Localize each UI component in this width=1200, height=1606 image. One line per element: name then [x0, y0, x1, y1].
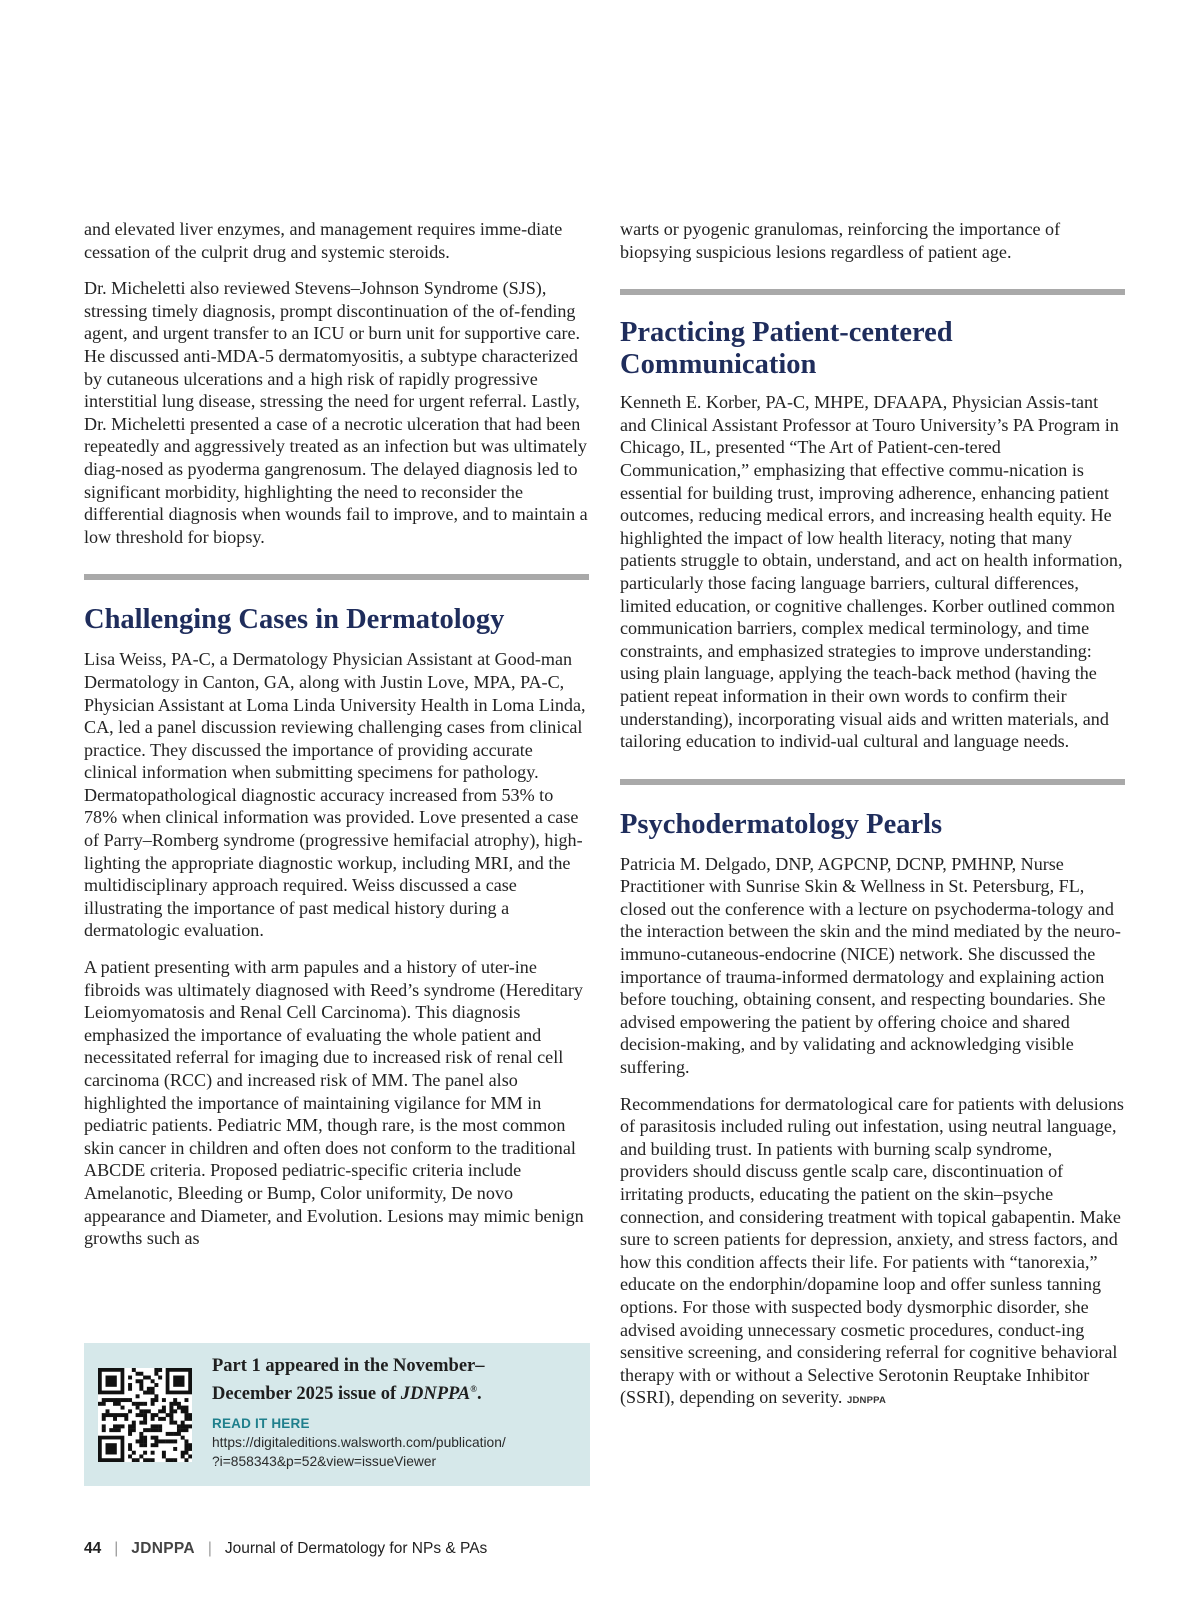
qr-code-icon[interactable]: [98, 1368, 192, 1462]
body-paragraph: Lisa Weiss, PA-C, a Dermatology Physician Assistant at Good-man Dermatology in Canton, GA, along with Justin Love, MPA, PA-C, Physician Assistant at Loma Linda University Health in Loma Linda, CA, led a panel discussion reviewing challenging cases from clinical practice. They discussed the importance of providing accurate clinical information when submitting specimens for pathology. Dermatopathological diagnostic accuracy increased from 53% to 78% when clinical information was provided. Love presented a case of Parry–Romberg syndrome (progressive hemifacial atrophy), high-lighting the appropriate diagnostic workup, including MRI, and the multidisciplinary approach required. Weiss discussed a case illustrating the importance of past medical history during a dermatologic evaluation.: [84, 649, 586, 941]
body-paragraph: A patient presenting with arm papules and a history of uter-ine fibroids was ultimately diagnosed with Reed’s syndrome (Hereditary Leiomyomatosis and Renal Cell Carcinoma). This diagnosis emphasized the importance of evaluating the whole patient and necessitated referral for imaging due to increased risk of renal cell carcinoma (RCC) and increased risk of MM. The panel also highlighted the importance of maintaining vigilance for MM in pediatric patients. Pediatric MM, though rare, is the most common skin cancer in children and often does not conform to the traditional ABCDE criteria. Proposed pediatric-specific criteria include Amelanotic, Bleeding or Bump, Color uniformity, De novo appearance and Diameter, and Evolution. Lesions may mimic benign growths such as: [84, 957, 584, 1249]
paragraph-text: Recommendations for dermatological care for patients with delusions of parasitosis included ruling out infestation, using neutral language, and building trust. In patients with burning scalp syndrome, providers should discuss gentle scalp care, discontinuation of irritating products, educating the patient on the skin–psyche connection, and considering treatment with topical gabapentin. Make sure to screen patients for depression, anxiety, and stress factors, and how this condition affects their life. For patients with “tanorexia,” educate on the endorphin/dopamine loop and offer sunless tanning options. For those with suspected body dysmorphic disorder, she advised avoiding unnecessary cosmetic procedures, conduct-ing sensitive screening, and considering referral for cognitive behavioral therapy with or without a Selective Serotonin Reuptake Inhibitor (SSRI), depending on severity.: [620, 1093, 1124, 1408]
body-paragraph: and elevated liver enzymes, and management requires imme-diate cessation of the culprit drug and systemic steroids.: [84, 219, 563, 262]
end-mark: JDNPPA: [846, 1395, 887, 1407]
page-footer: [84, 1540, 487, 1558]
section-divider: [84, 574, 589, 580]
section-heading: Challenging Cases in Dermatology: [84, 604, 505, 636]
footer-brand: JDNPPA: [131, 1540, 195, 1557]
heading-line: Practicing Patient-centered: [620, 317, 953, 349]
body-paragraph: warts or pyogenic granulomas, reinforcing the importance of biopsying suspicious lesions regardless of patient age.: [620, 219, 1061, 262]
issue-url-link[interactable]: [212, 1433, 582, 1471]
footer-separator: |: [114, 1540, 119, 1557]
url-line: ?i=858343&p=52&view=issueViewer: [212, 1454, 437, 1470]
section-divider: [620, 289, 1125, 295]
part1-callout: [84, 1343, 590, 1486]
body-paragraph: [620, 1093, 1125, 1413]
callout-title: [212, 1355, 582, 1406]
callout-title-line2: December 2025 issue of: [212, 1384, 401, 1405]
heading-line: Communication: [620, 349, 817, 381]
left-column: [84, 218, 589, 1264]
journal-name: JDNPPA: [400, 1384, 471, 1405]
read-it-here-label: READ IT HERE: [212, 1416, 310, 1432]
callout-title-line1: Part 1 appeared in the November–: [212, 1356, 485, 1376]
right-column: [620, 218, 1125, 1427]
footer-separator: |: [207, 1540, 212, 1557]
callout-text: [212, 1355, 582, 1471]
title-period: .: [477, 1384, 482, 1405]
footer-journal-name: Journal of Dermatology for NPs & PAs: [224, 1540, 488, 1557]
url-line: https://digitaleditions.walsworth.com/publication/: [212, 1435, 506, 1451]
body-paragraph: Dr. Micheletti also reviewed Stevens–Johnson Syndrome (SJS), stressing timely diagnosis, prompt discontinuation of the of-fending agent, and urgent transfer to an ICU or burn unit for supportive care. He discussed anti-MDA-5 dermatomyositis, a subtype characterized by cutaneous ulcerations and a high risk of rapidly progressive interstitial lung disease, stressing the need for urgent referral. Lastly, Dr. Micheletti presented a case of a necrotic ulceration that had been repeatedly and aggressively treated as an infection but was ultimately diag-nosed as pyoderma gangrenosum. The delayed diagnosis led to significant morbidity, highlighting the need to reconsider the differential diagnosis when wounds fail to improve, and to maintain a low threshold for biopsy.: [84, 278, 588, 547]
body-paragraph: Kenneth E. Korber, PA-C, MHPE, DFAAPA, Physician Assis-tant and Clinical Assistant Professor at Touro University’s PA Program in Chicago, IL, presented “The Art of Patient-cen-tered Communication,” emphasizing that effective commu-nication is essential for building trust, improving adherence, enhancing patient outcomes, reducing medical errors, and increasing health equity. He highlighted the impact of low health literacy, noting that many patients struggle to obtain, understand, and act on health information, particularly those facing language barriers, cultural differences, limited education, or cognitive challenges. Korber outlined common communication barriers, complex medical terminology, and time constraints, and emphasized strategies to improve understanding: using plain language, applying the teach-back method (having the patient repeat information in their own words to confirm their understanding), incorporating visual aids and written materials, and tailoring education to individ-ual cultural and language needs.: [620, 392, 1123, 752]
section-heading: Psychodermatology Pearls: [620, 808, 943, 840]
body-paragraph: Patricia M. Delgado, DNP, AGPCNP, DCNP, PMHNP, Nurse Practitioner with Sunrise Skin & Wellness in St. Petersburg, FL, closed out the conference with a lecture on psychoderma-tology and the interaction between the skin and the mind mediated by the neuro-immuno-cutaneous-endocrine (NICE) network. She discussed the importance of trauma-informed dermatology and explaining action before touching, obtaining consent, and respecting boundaries. She advised empowering the patient by offering choice and shared decision-making, and by validating and acknowledging visible suffering.: [620, 853, 1121, 1078]
page-number: 44: [84, 1540, 102, 1557]
section-divider: [620, 779, 1125, 785]
registered-mark: ®: [470, 1384, 478, 1394]
section-heading: [620, 317, 1125, 381]
